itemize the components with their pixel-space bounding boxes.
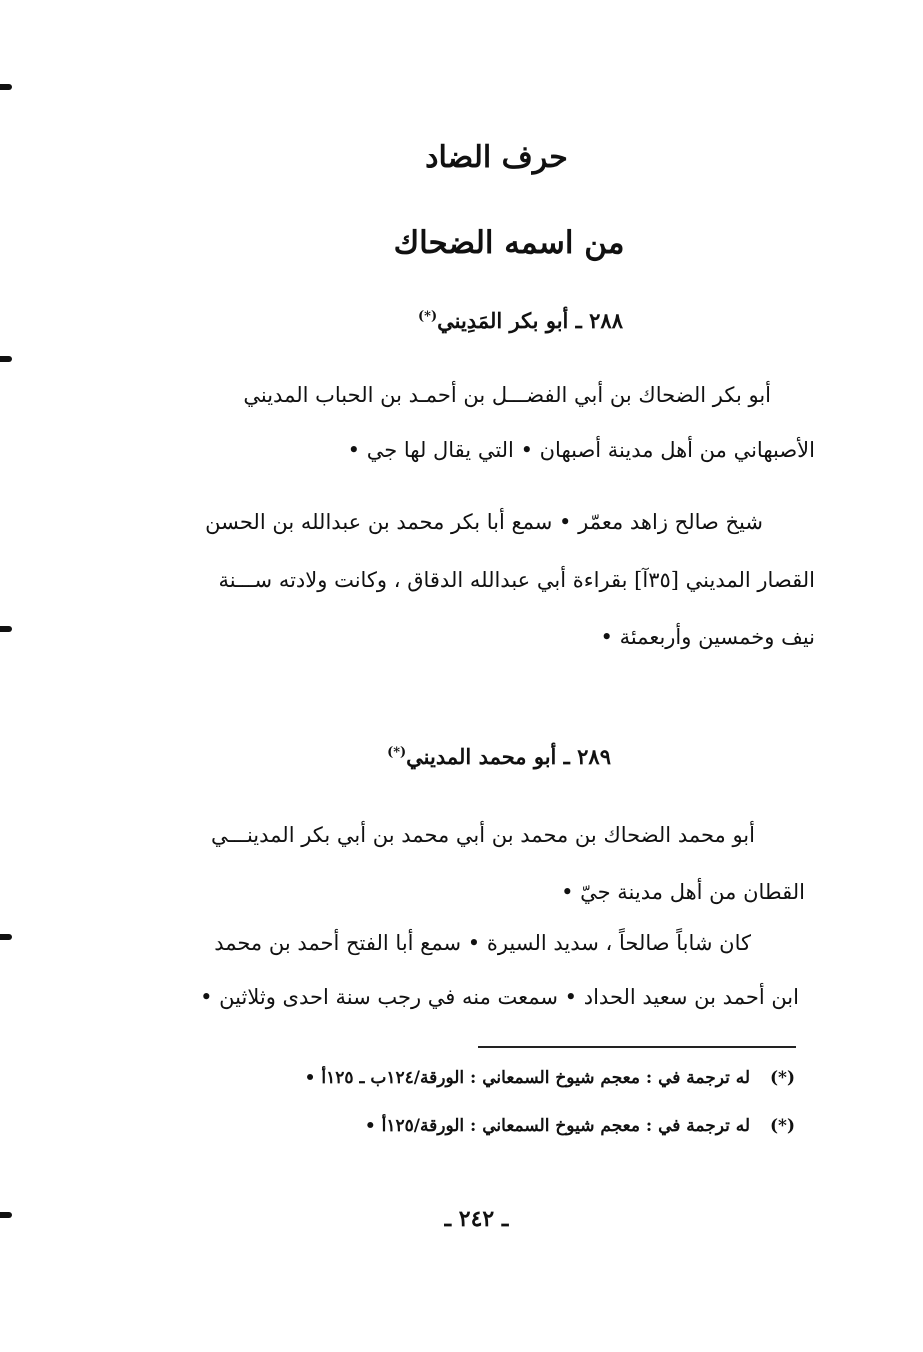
footnote-marker: (*)	[387, 745, 407, 760]
footnote-marker: (*)	[418, 309, 438, 324]
entry-heading	[418, 308, 623, 333]
text-line: أبو بكر الضحاك بن أبي الفضـــل بن أحمـد بن الحباب المديني	[243, 383, 771, 407]
margin-mark	[0, 356, 12, 362]
footnote-marker: (*)	[770, 1068, 795, 1088]
entry-heading-text: ٢٨٨ ـ أبو بكر المَدِيني	[437, 308, 623, 333]
margin-mark	[0, 626, 12, 632]
margin-mark	[0, 84, 12, 90]
entry-heading	[387, 744, 611, 769]
margin-mark	[0, 934, 12, 940]
text-line: القصار المديني [٣٥آ] بقراءة أبي عبدالله الدقاق ، وكانت ولادته ســـنة	[218, 568, 815, 592]
footnote-separator	[478, 1046, 796, 1048]
text-line: كان شاباً صالحاً ، سديد السيرة • سمع أبا الفتح أحمد بن محمد	[214, 931, 751, 955]
entry-heading-text: ٢٨٩ ـ أبو محمد المديني	[406, 744, 611, 769]
footnote	[305, 1068, 795, 1088]
page-number: ـ ٢٤٢ ـ	[444, 1206, 509, 1232]
text-line: ابن أحمد بن سعيد الحداد • سمعت منه في رجب سنة احدى وثلاثين •	[200, 985, 799, 1009]
footnote-text: له ترجمة في : معجم شيوخ السمعاني : الورقة/١٢٤ب ـ ١٢٥أ •	[304, 1068, 751, 1088]
footnote	[365, 1116, 795, 1136]
text-line: القطان من أهل مدينة جيّ •	[561, 880, 805, 904]
chapter-title: حرف الضاد	[425, 140, 568, 175]
text-line: الأصبهاني من أهل مدينة أصبهان • التي يقال لها جي •	[347, 438, 815, 462]
text-line: نيف وخمسين وأربعمئة •	[600, 625, 815, 649]
footnote-text: له ترجمة في : معجم شيوخ السمعاني : الورقة/١٢٥أ •	[364, 1116, 751, 1136]
footnote-marker: (*)	[770, 1116, 795, 1136]
section-title: من اسمه الضحاك	[393, 225, 625, 261]
text-line: أبو محمد الضحاك بن محمد بن أبي محمد بن أبي بكر المدينـــي	[211, 823, 755, 847]
text-line: شيخ صالح زاهد معمّر • سمع أبا بكر محمد بن عبدالله بن الحسن	[205, 510, 763, 534]
